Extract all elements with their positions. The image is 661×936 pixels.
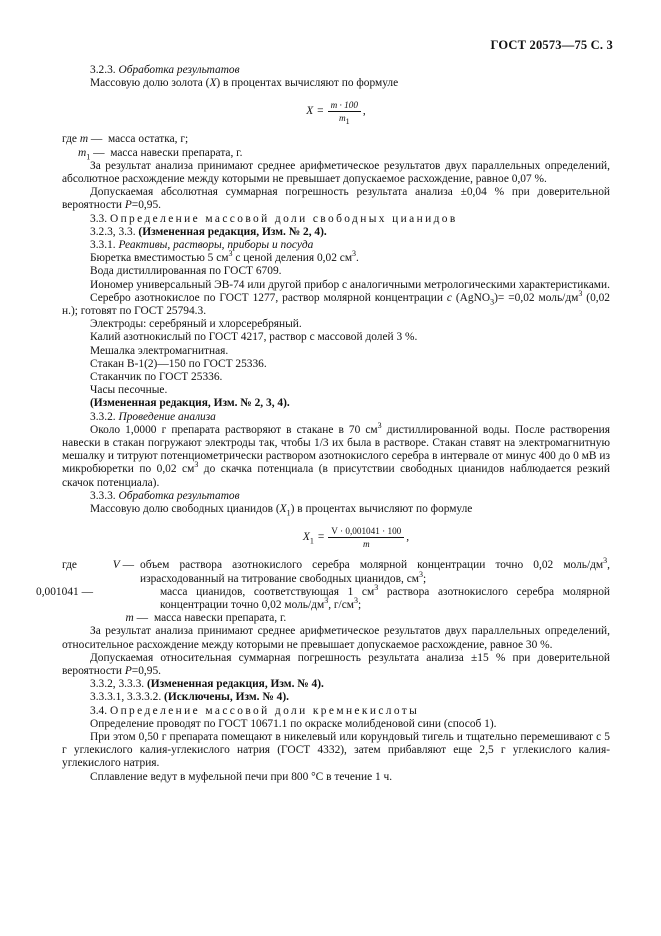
silica-method-line: Определение проводят по ГОСТ 10671.1 по окраске молибденовой сини (способ 1). <box>90 717 497 730</box>
cyanide-error-para: Допускаемая относительная суммарная погрешность результата анализа ±15 % при доверительной вероятности P=0,95. <box>62 651 610 677</box>
electrodes-line: Электроды: серебряный и хлорсеребряный. <box>90 318 302 331</box>
small-beaker-line: Стаканчик по ГОСТ 25336. <box>90 371 223 384</box>
section-3-3-heading: 3.3. Определение массовой доли свободных цианидов <box>90 212 458 225</box>
gold-result-para: За результат анализа принимают среднее арифметическое результатов двух параллельных определений, абсолютное расхождение между которыми не превышает допускаемое расхождение, равное 0,07 %. <box>62 159 610 186</box>
fusion-line: Сплавление ведут в муфельной печи при 800 °С в течение 1 ч. <box>90 770 393 783</box>
where-0-001041: 0,001041 — масса цианидов, соответствующая 1 $см^3$ раствора азотнокислого серебра молярной концентрации точно 0,02 моль/$дм^3$, $г/см^3$; <box>36 582 610 611</box>
stirrer-line: Мешалка электромагнитная. <box>90 344 229 357</box>
ionomer-line: Иономер универсальный ЭВ-74 или другой прибор с аналогичными метрологическими характеристиками. <box>90 278 610 291</box>
sandglass-line: Часы песочные. <box>90 384 168 397</box>
potassium-nitrate-line: Калий азотнокислый по ГОСТ 4217, раствор с массовой долей 3 %. <box>90 331 418 344</box>
where-m-cyanide: m — масса навески препарата, г. <box>125 612 287 625</box>
silica-procedure-para: При этом 0,50 г препарата помещают в никелевый или корундовый тигель и тщательно перемешивают с 5 г углекислого калия-углекислого натрия (ГОСТ 4332), затем прибавляют еще 2,5 г углекислого калия-углекислого натрия. <box>62 730 610 770</box>
page-header: ГОСТ 20573—75 С. 3 <box>490 38 613 52</box>
analysis-procedure-para: Около 1,0000 г препарата растворяют в стакане в 70 $см^3$ дистиллированной воды. После растворения навески в стакан погружают электроды так, чтобы 1/3 их была в растворе. Стакан ставят на электромагнитную мешалку и титруют потенциометрически раствором азотнокислого серебра в интервале от минус 400 до 0 мВ из микробюретки по 0,02 $см^3$ до скачка потенциала (в присутствии свободных цианидов наблюдается резкий скачок потенциала). <box>62 421 610 489</box>
where-m1: $m_1$ — масса навески препарата, г. <box>78 146 243 161</box>
gold-formula: X = $\frac{m \cdot 100}{m_1}$ , <box>306 99 366 126</box>
where-v: где V — объем раствора азотнокислого серебра молярной концентрации точно 0,02 моль/$дм^3$, израсходованный на титрование свободных цианидов, $см^3$; <box>62 556 610 585</box>
document-body <box>36 64 610 784</box>
section-3-3-1-heading: 3.3.1. Реактивы, растворы, приборы и посуда <box>90 239 314 252</box>
cyanide-formula-intro: Массовую долю свободных цианидов $(X_1)$ в процентах вычисляют по формуле <box>90 503 473 518</box>
cyanide-formula: $X_1$ = $\frac{V \cdot 0,001041 \cdot 100}{m}$ , <box>302 525 410 549</box>
gold-error-para: Допускаемая абсолютная суммарная погрешность результата анализа ±0,04 % при доверительной вероятности P=0,95. <box>62 186 610 212</box>
removed-3-3-3-1: 3.3.3.1, 3.3.3.2. (Исключены, Изм. № 4). <box>90 691 289 704</box>
gold-formula-intro: Массовую долю золота (X) в процентах вычисляют по формуле <box>90 77 399 90</box>
section-3-4-heading: 3.4. Определение массовой доли кремнекислоты <box>90 704 420 717</box>
section-3-2-3-heading: 3.2.3. Обработка результатов <box>90 64 240 76</box>
section-3-3-3-heading: 3.3.3. Обработка результатов <box>90 489 240 502</box>
amendment-3-2-3: 3.2.3, 3.3. (Измененная редакция, Изм. № 2, 4). <box>90 225 327 238</box>
section-3-3-2-heading: 3.3.2. Проведение анализа <box>90 410 216 423</box>
water-line: Вода дистиллированная по ГОСТ 6709. <box>90 265 282 278</box>
silver-nitrate-line: Серебро азотнокислое по ГОСТ 1277, раствор молярной концентрации c (AgNO$_3$)= =0,02 моль/$дм^3$ (0,02 н.); готовят по ГОСТ 25794.3. <box>62 289 610 318</box>
amendment-3-3-2: 3.3.2, 3.3.3. (Измененная редакция, Изм. № 4). <box>90 678 324 691</box>
amendment-3-3-1: (Измененная редакция, Изм. № 2, 3, 4). <box>90 397 290 410</box>
beaker-line: Стакан В-1(2)—150 по ГОСТ 25336. <box>90 357 267 370</box>
where-m: где m — масса остатка, г; <box>62 133 189 146</box>
burette-line: Бюретка вместимостью 5 $см^3$ с ценой деления 0,02 $см^3$. <box>90 249 359 265</box>
cyanide-result-para: За результат анализа принимают среднее арифметическое результатов двух параллельных определений, относительное расхождение между которыми не превышает допускаемое расхождение, равное 30 %. <box>62 625 610 651</box>
